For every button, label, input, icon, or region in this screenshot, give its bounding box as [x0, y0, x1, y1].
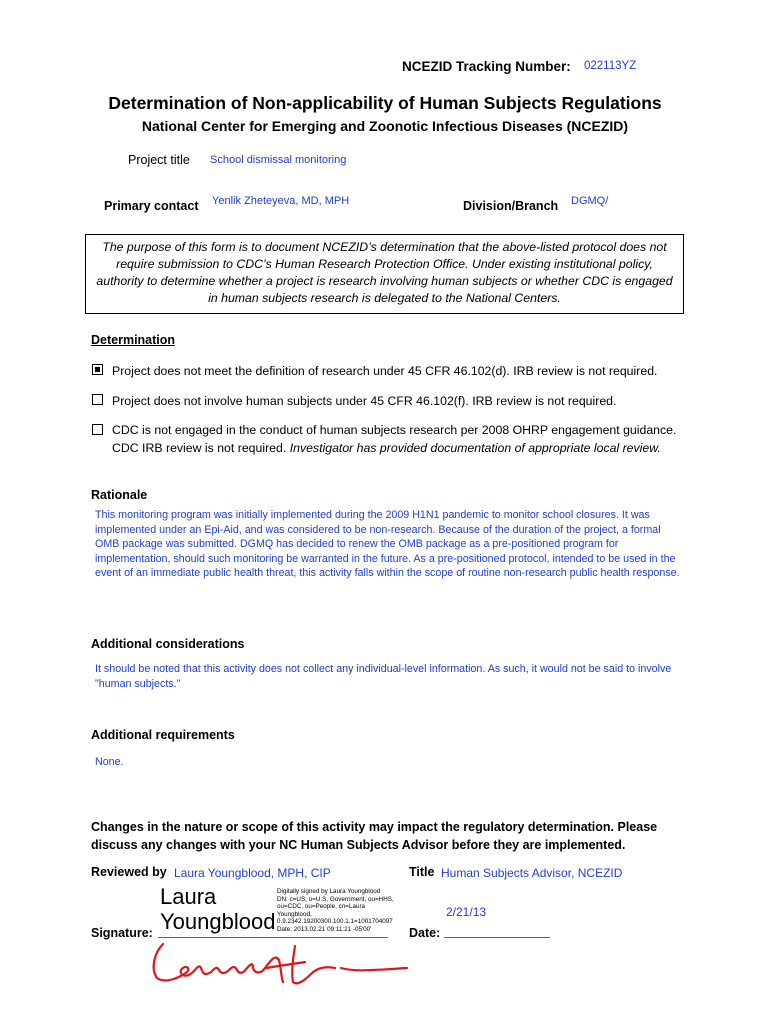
additional-requirements-field[interactable]: None. [95, 756, 124, 768]
date-label: Date: [409, 926, 441, 940]
project-title-label: Project title [128, 153, 190, 167]
project-title-field[interactable]: School dismissal monitoring [210, 154, 347, 166]
determination-option-label: Project does not involve human subjects under 45 CFR 46.102(f). IRB review is not required. [112, 394, 617, 408]
primary-contact-label: Primary contact [104, 199, 199, 213]
changes-notice: Changes in the nature or scope of this activity may impact the regulatory determination. Please discuss any changes with your NC Human Subjects Advisor before they are implemented. [91, 820, 658, 852]
digital-signature-details [277, 888, 402, 934]
signature-detail-line: Date: 2013.02.21 09:11:21 -05'00' [277, 925, 372, 933]
document-subtitle: National Center for Emerging and Zoonotic Infectious Diseases (NCEZID) [141, 118, 629, 134]
rationale-field[interactable]: This monitoring program was initially implemented during the 2009 H1N1 pandemic to monitor school closures. It was implemented under an Epi-Aid, and was considered to be non-research. Because of the duration of the project, a formal OMB package was submitted. DGMQ has decided to renew the OMB package as a pre-positioned program for implementation, should such monitoring be warranted in the future. As a pre-positioned protocol, intended to be used in the event of an immediate public health threat, this activity falls within the scope of routine non-research public health response. [95, 509, 680, 580]
tracking-number-value[interactable]: 022113YZ [584, 60, 637, 72]
determination-checkbox-cdc-not-engaged[interactable] [92, 424, 103, 435]
signature-detail-line: Youngblood, [277, 910, 312, 918]
division-branch-field[interactable]: DGMQ/ [571, 195, 609, 207]
signature-last-name: Youngblood [160, 909, 276, 934]
signature-detail-line: 0.9.2342.19200300.100.1.1=1001704097 [277, 918, 393, 926]
reviewer-title-field[interactable]: Human Subjects Advisor, NCEZID [441, 866, 623, 880]
reviewer-title-label: Title [409, 865, 435, 879]
digital-signature-name[interactable] [160, 884, 275, 934]
additional-considerations-heading: Additional considerations [91, 637, 245, 651]
additional-requirements-heading: Additional requirements [91, 728, 235, 742]
handwritten-signature [145, 938, 415, 990]
determination-option-note: Investigator has provided documentation of appropriate local review. [289, 441, 661, 455]
determination-checkbox-no-human-subjects[interactable] [92, 394, 103, 405]
determination-option-text: CDC is not engaged in the conduct of human subjects research per 2008 OHRP engagement guidance. CDC IRB review is not required. [112, 423, 677, 455]
primary-contact-field[interactable]: Yenlik Zheteyeva, MD, MPH [212, 195, 350, 207]
signature-detail-line: Digitally signed by Laura Youngblood [277, 888, 381, 895]
signature-stroke [154, 944, 407, 983]
additional-considerations-field[interactable]: It should be noted that this activity does not collect any individual-level information. As such, it would not be said to involve "human subjects." [95, 663, 672, 690]
signature-label: Signature: [91, 926, 153, 940]
determination-checkbox-not-research[interactable] [92, 364, 103, 375]
reviewed-by-label: Reviewed by [91, 865, 167, 879]
determination-heading: Determination [91, 333, 176, 347]
date-line [444, 937, 550, 938]
signature-detail-line: DN: c=US, o=U.S. Government, ou=HHS, [277, 895, 394, 903]
division-branch-label: Division/Branch [463, 199, 559, 213]
document-title: Determination of Non-applicability of Human Subjects Regulations [108, 93, 662, 113]
date-field[interactable]: 2/21/13 [446, 905, 487, 919]
rationale-heading: Rationale [91, 488, 148, 502]
determination-option-label: Project does not meet the definition of research under 45 CFR 46.102(d). IRB review is not required. [112, 364, 658, 378]
purpose-statement-box: The purpose of this form is to document NCEZID’s determination that the above-listed protocol does not require submission to CDC’s Human Research Protection Office. Under existing institutional policy, authority to determine whether a project is research involving human subjects or whether CDC is engaged in human subjects research is delegated to the National Centers. [85, 234, 684, 314]
determination-option-label [112, 421, 682, 457]
reviewed-by-field[interactable]: Laura Youngblood, MPH, CIP [174, 866, 331, 880]
signature-first-name: Laura [160, 884, 217, 909]
tracking-number-label: NCEZID Tracking Number: [402, 59, 571, 74]
signature-detail-line: ou=CDC, ou=People, cn=Laura [277, 903, 366, 911]
